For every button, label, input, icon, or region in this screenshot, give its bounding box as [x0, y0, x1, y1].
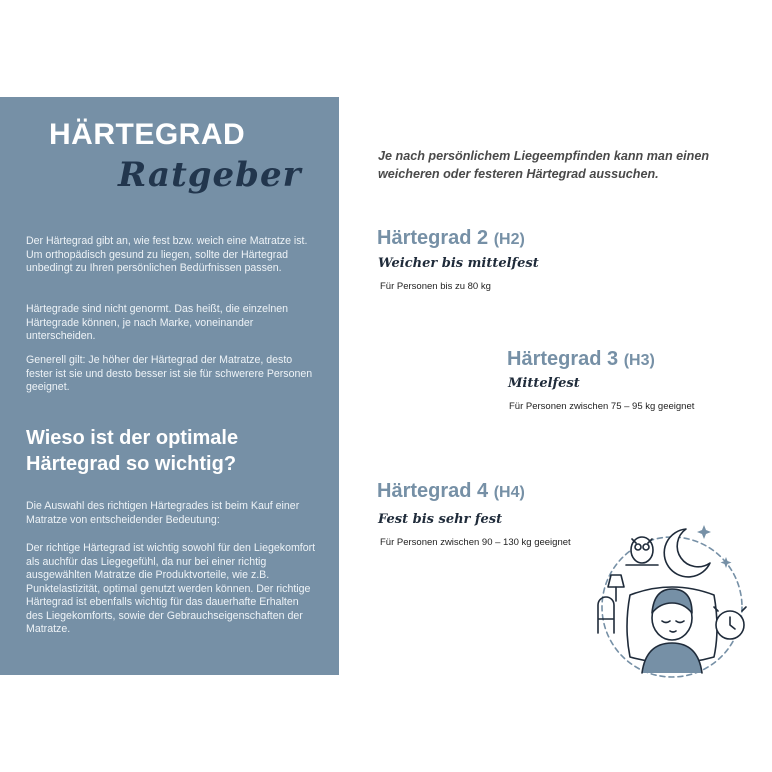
- paragraph-not-standardized: Härtegrade sind nicht genormt. Das heißt, die einzelnen Härtegrade können, je nach Marke, voneinander unterscheiden.: [26, 303, 289, 342]
- grade-h4-label: Härtegrad 4: [377, 480, 489, 502]
- grade-h4-weight: Für Personen zwischen 90 – 130 kg geeignet: [380, 537, 571, 548]
- sleeping-person-icon: [590, 515, 750, 680]
- grade-h4-code: (H4): [493, 484, 525, 501]
- section-heading: Wieso ist der optimale Härtegrad so wichtig?: [26, 427, 239, 475]
- paragraph-general-rule: Generell gilt: Je höher der Härtegrad der Matratze, desto fester ist sie und desto besser ist sie für schwerere Personen geeignet.: [26, 354, 313, 393]
- grade-h3-description: Mittelfest: [508, 376, 580, 391]
- grade-h3-label: Härtegrad 3: [507, 348, 619, 370]
- grade-h2-code: (H2): [493, 231, 525, 248]
- grade-h3-code: (H3): [623, 352, 655, 369]
- grade-h4-title: [377, 480, 525, 503]
- left-info-panel: [0, 97, 339, 675]
- paragraph-details: Der richtige Härtegrad ist wichtig sowohl für den Liegekomfort als auchfür das Liegegefühl, da nur bei einer richtig ausgewählten Matratze die Produktvorteile, wie z.B. Punktelastizität, optimal genutzt werden können. Der richtige Härtegrad ist ebenfalls wichtig für das dauerhafte Erhalten des Liegekomforts, sowie der Gebrauchseigenschaften der Matratze.: [26, 542, 316, 635]
- panel-title: HÄRTEGRAD: [49, 118, 246, 151]
- grade-h2-description: Weicher bis mittelfest: [378, 256, 539, 271]
- paragraph-importance: Die Auswahl des richtigen Härtegrades ist beim Kauf einer Matratze von entscheidender Bedeutung:: [26, 500, 300, 526]
- intro-text: Je nach persönlichem Liegeempfinden kann man einen weicheren oder festeren Härtegrad aussuchen.: [378, 149, 710, 181]
- grade-h4-description: Fest bis sehr fest: [378, 512, 503, 527]
- grade-h2-title: [377, 227, 525, 250]
- panel-title-script: Ratgeber: [118, 155, 302, 195]
- grade-h3-title: [507, 348, 655, 371]
- grade-h2-label: Härtegrad 2: [377, 227, 489, 249]
- paragraph-definition: Der Härtegrad gibt an, wie fest bzw. weich eine Matratze ist. Um orthopädisch gesund zu liegen, sollte der Härtegrad unbedingt zu Ihren persönlichen Bedürfnissen passen.: [26, 235, 308, 274]
- grade-h3-weight: Für Personen zwischen 75 – 95 kg geeignet: [509, 401, 695, 412]
- grade-h2-weight: Für Personen bis zu 80 kg: [380, 281, 491, 292]
